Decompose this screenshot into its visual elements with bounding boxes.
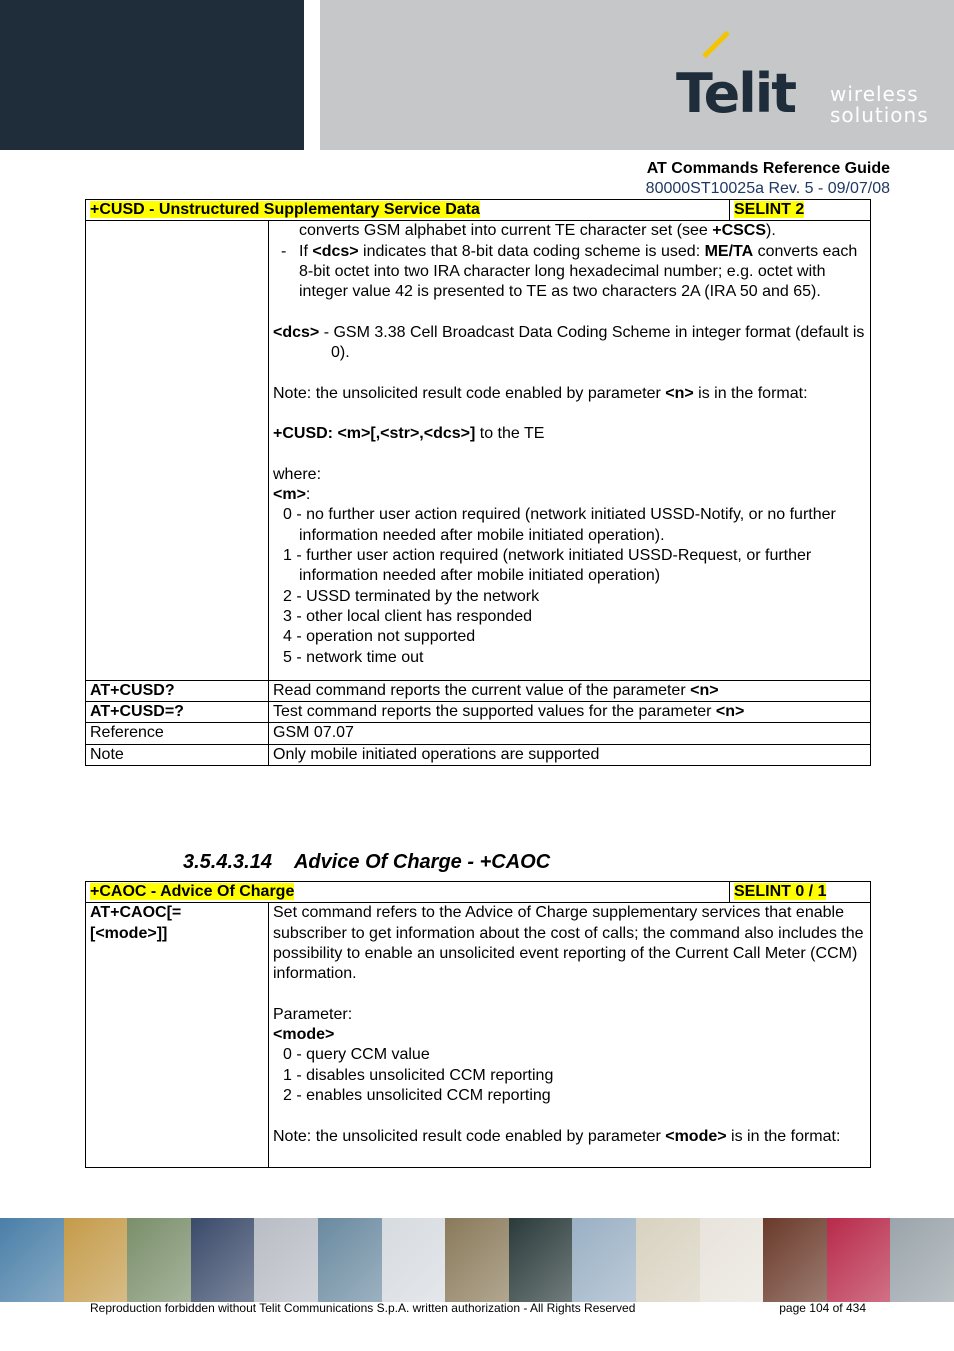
caoc-parameter-label: Parameter: bbox=[273, 1005, 353, 1023]
cusd-dcs8-item bbox=[273, 242, 866, 303]
header-dark-panel bbox=[0, 0, 304, 150]
dcs-param: <dcs> bbox=[312, 242, 359, 260]
strip-photo-tile bbox=[827, 1218, 891, 1302]
cusd-cont-desc-cell bbox=[269, 221, 871, 681]
text: converts GSM alphabet into current TE character set (see bbox=[299, 222, 713, 240]
text: indicates that 8-bit data coding scheme is used: bbox=[358, 242, 705, 260]
footer-copyright: Reproduction forbidden without Telit Communications S.p.A. written authorization - All Rights Reserved bbox=[90, 1301, 636, 1315]
cusd-header-row bbox=[86, 200, 871, 221]
strip-photo-tile bbox=[700, 1218, 764, 1302]
strip-photo-tile bbox=[254, 1218, 318, 1302]
cusd-header-tag-cell bbox=[730, 200, 871, 221]
text: : bbox=[305, 486, 311, 504]
logo-tagline-2: solutions bbox=[830, 103, 929, 127]
caoc-cmd-cell bbox=[86, 903, 269, 1168]
cusd-m-value: 3 - other local client has responded bbox=[283, 607, 533, 625]
cusd-m-value: 2 - USSD terminated by the network bbox=[283, 587, 540, 605]
caoc-mode-value: 2 - enables unsolicited CCM reporting bbox=[283, 1086, 551, 1104]
cusd-header-title: +CUSD - Unstructured Supplementary Service Data bbox=[90, 201, 480, 218]
caoc-header-tag-cell bbox=[730, 882, 871, 903]
cscs-ref: +CSCS bbox=[712, 222, 767, 240]
cusd-m-value: 4 - operation not supported bbox=[283, 628, 476, 646]
dcs-param: <dcs> bbox=[273, 323, 320, 341]
me-ta: ME/TA bbox=[704, 242, 754, 260]
strip-photo-tile bbox=[445, 1218, 509, 1302]
text: Note: the unsolicited result code enabled by parameter bbox=[273, 1127, 666, 1145]
document-code: 80000ST10025a Rev. 5 - 09/07/08 bbox=[645, 180, 890, 197]
caoc-mode-value: 0 - query CCM value bbox=[283, 1046, 430, 1064]
strip-photo-tile bbox=[890, 1218, 954, 1302]
reference-row bbox=[86, 723, 871, 744]
table-row bbox=[86, 680, 871, 701]
note-value: Only mobile initiated operations are supported bbox=[269, 744, 871, 765]
section-title: Advice Of Charge - +CAOC bbox=[293, 851, 551, 873]
text: ). bbox=[766, 222, 776, 240]
cusd-m-param bbox=[273, 485, 866, 505]
cmd-cell: AT+CUSD? bbox=[86, 680, 269, 701]
cmd-cell: AT+CUSD=? bbox=[86, 702, 269, 723]
strip-photo-tile bbox=[127, 1218, 191, 1302]
n-param: <n> bbox=[715, 703, 745, 721]
document-title: AT Commands Reference Guide bbox=[646, 160, 890, 177]
strip-photo-tile bbox=[0, 1218, 64, 1302]
page-number: page 104 of 434 bbox=[779, 1301, 866, 1315]
dash-bullet: - bbox=[281, 242, 287, 260]
n-param: <n> bbox=[690, 681, 719, 699]
cusd-table bbox=[85, 199, 871, 766]
cusd-urc-note bbox=[273, 384, 866, 404]
logo-tagline bbox=[830, 84, 929, 126]
page-footer bbox=[90, 1301, 870, 1315]
strip-photo-tile bbox=[572, 1218, 636, 1302]
text: is in the format: bbox=[726, 1127, 841, 1145]
caoc-mode-value: 1 - disables unsolicited CCM reporting bbox=[283, 1066, 554, 1084]
cusd-cscs-line bbox=[273, 221, 866, 241]
cusd-continuation-row bbox=[86, 221, 871, 681]
n-param: <n> bbox=[665, 384, 694, 402]
strip-photo-tile bbox=[318, 1218, 382, 1302]
section-number: 3.5.4.3.14 bbox=[183, 851, 272, 873]
cusd-m-value: 0 - no further user action required (network initiated USSD-Notify, or no further information needed after mobile initiated operation). bbox=[283, 506, 836, 544]
desc-cell bbox=[269, 680, 871, 701]
telit-logo bbox=[676, 50, 936, 140]
caoc-urc-note bbox=[273, 1127, 866, 1147]
text: - GSM 3.38 Cell Broadcast Data Coding Scheme in integer format (default is 0). bbox=[319, 323, 865, 362]
text: If bbox=[299, 242, 313, 260]
text: Test command reports the supported values for the parameter bbox=[273, 703, 716, 721]
caoc-header-title-cell bbox=[86, 882, 730, 903]
section-heading bbox=[183, 851, 572, 874]
caoc-set-row bbox=[86, 903, 871, 1168]
strip-photo-tile bbox=[64, 1218, 128, 1302]
logo-tagline-1: wireless bbox=[830, 82, 919, 106]
cusd-header-title-cell bbox=[86, 200, 730, 221]
text: Read command reports the current value of the parameter bbox=[273, 681, 691, 699]
strip-photo-tile bbox=[763, 1218, 827, 1302]
caoc-header-title: +CAOC - Advice Of Charge bbox=[90, 883, 295, 900]
strip-photo-tile bbox=[509, 1218, 573, 1302]
note-label: Note bbox=[86, 744, 269, 765]
cusd-urc-format bbox=[273, 424, 866, 444]
footer-photo-strip bbox=[0, 1218, 954, 1302]
cusd-m-value: 5 - network time out bbox=[283, 648, 424, 666]
caoc-desc-cell bbox=[269, 903, 871, 1168]
caoc-table bbox=[85, 881, 871, 1168]
mode-param: <mode> bbox=[665, 1127, 727, 1145]
cusd-where: where: bbox=[273, 465, 322, 483]
caoc-selint-tag: SELINT 0 / 1 bbox=[734, 883, 827, 900]
cusd-m-value: 1 - further user action required (network initiated USSD-Request, or further information needed after mobile initiated operation) bbox=[283, 547, 812, 585]
reference-label: Reference bbox=[86, 723, 269, 744]
strip-photo-tile bbox=[382, 1218, 446, 1302]
urc-syntax: +CUSD: <m>[,<str>,<dcs>] bbox=[273, 425, 476, 443]
strip-photo-tile bbox=[191, 1218, 255, 1302]
document-title-block bbox=[646, 159, 890, 199]
reference-value: GSM 07.07 bbox=[269, 723, 871, 744]
cusd-cont-cmd-cell bbox=[86, 221, 269, 681]
table-row bbox=[86, 702, 871, 723]
desc-cell bbox=[269, 702, 871, 723]
logo-wordmark: Telit bbox=[676, 62, 796, 125]
text: Note: the unsolicited result code enabled by parameter bbox=[273, 384, 666, 402]
strip-photo-tile bbox=[636, 1218, 700, 1302]
text: is in the format: bbox=[693, 384, 808, 402]
caoc-cmd-line: [<mode>]] bbox=[90, 924, 168, 942]
cusd-selint-tag: SELINT 2 bbox=[734, 201, 805, 218]
caoc-desc: Set command refers to the Advice of Charge supplementary services that enable subscriber to get information about the cost of calls; the command also includes the possibility to enable an unsolicited event reporting of the Current Call Meter (CCM) information. bbox=[273, 904, 864, 983]
cusd-dcs-param-desc bbox=[273, 323, 866, 364]
text: converts each 8-bit octet into two IRA character long hexadecimal number; e.g. octet with integer value 42 is presented to TE as two characters 2A (IRA 50 and 65). bbox=[299, 242, 858, 301]
m-param: <m> bbox=[273, 486, 306, 504]
caoc-cmd-line: AT+CAOC[= bbox=[90, 904, 182, 922]
text: to the TE bbox=[475, 425, 545, 443]
caoc-header-row bbox=[86, 882, 871, 903]
caoc-mode-param: <mode> bbox=[273, 1026, 335, 1044]
note-row bbox=[86, 744, 871, 765]
